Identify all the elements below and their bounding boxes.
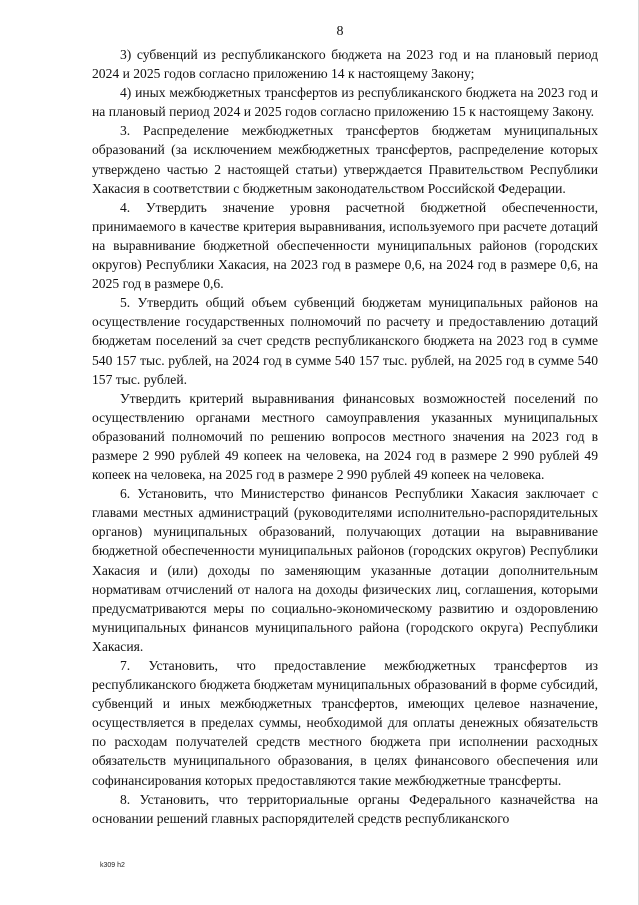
page-number: 8 xyxy=(336,24,344,39)
paragraph-clause-5-criterion: Утвердить критерий выравнивания финансовых возможностей поселений по осуществлению органами местного самоуправления указанных муниципальных образований полномочий по решению вопросов местного значения на 2023 год в размере 2 990 рублей 49 копеек на человека, на 2024 год в размере 2 990 рублей 49 копеек на человека, на 2025 год в размере 2 990 рублей 49 копеек на человека. xyxy=(92,390,598,483)
paragraph-clause-6: 6. Установить, что Министерство финансов Республики Хакасия заключает с главами местных администраций (руководителями исполнительно-распорядительных органов) муниципальных образований, получающих дотации на выравнивание бюджетной обеспеченности муниципальных районов (городских округов) Республики Хакасия и (или) доходы по заменяющим указанные дотации дополнительным нормативам отчислений от налога на доходы физических лиц, соглашения, которыми предусматриваются меры по социально-экономическому развитию и оздоровлению муниципальных финансов муниципального района (городского округа) Республики Хакасия. xyxy=(92,486,598,654)
footer-document-code: k309 h2 xyxy=(100,862,125,869)
paragraph-subventions-item-3: 3) субвенций из республиканского бюджета на 2023 год и на плановый период 2024 и 2025 годов согласно приложению 14 к настоящему Закону; xyxy=(92,47,598,82)
paragraph-clause-7: 7. Установить, что предоставление межбюджетных трансфертов из республиканского бюджета бюджетам муниципальных образований в форме субсидий, субвенций и иных межбюджетных трансфертов, имеющих целевое назначение, осуществляется в пределах суммы, необходимой для оплаты денежных обязательств по расходам получателей средств местного бюджета при исполнении расходных обязательств муниципального образования, в целях финансового обеспечения или софинансирования которых предоставляются такие межбюджетные трансферты. xyxy=(92,658,598,788)
paragraph-other-transfers-item-4: 4) иных межбюджетных трансфертов из республиканского бюджета на 2023 год и на плановый период 2024 и 2025 годов согласно приложению 15 к настоящему Закону. xyxy=(92,85,598,120)
paragraph-clause-5: 5. Утвердить общий объем субвенций бюджетам муниципальных районов на осуществление государственных полномочий по расчету и предоставлению дотаций бюджетам поселений за счет средств республиканского бюджета на 2023 год в сумме 540 157 тыс. рублей, на 2024 год в сумме 540 157 тыс. рублей, на 2025 год в сумме 540 157 тыс. рублей. xyxy=(92,295,598,387)
paragraph-clause-3: 3. Распределение межбюджетных трансфертов бюджетам муниципальных образований (за исключением межбюджетных трансфертов, распределение которых утверждено частью 2 настоящей статьи) утверждается Правительством Республики Хакасия в соответствии с бюджетным законодательством Российской Федерации. xyxy=(92,123,598,196)
paragraph-clause-4: 4. Утвердить значение уровня расчетной бюджетной обеспеченности, принимаемого в качестве критерия выравнивания, используемого при расчете дотаций на выравнивание бюджетной обеспеченности муниципальных районов (городских округов) Республики Хакасия, на 2023 год в размере 0,6, на 2024 год в размере 0,6, на 2025 год в размере 0,6. xyxy=(92,199,598,292)
document-body xyxy=(92,45,598,828)
paragraph-clause-8: 8. Установить, что территориальные органы Федерального казначейства на основании решений главных распорядителей средств республиканского xyxy=(92,791,598,826)
